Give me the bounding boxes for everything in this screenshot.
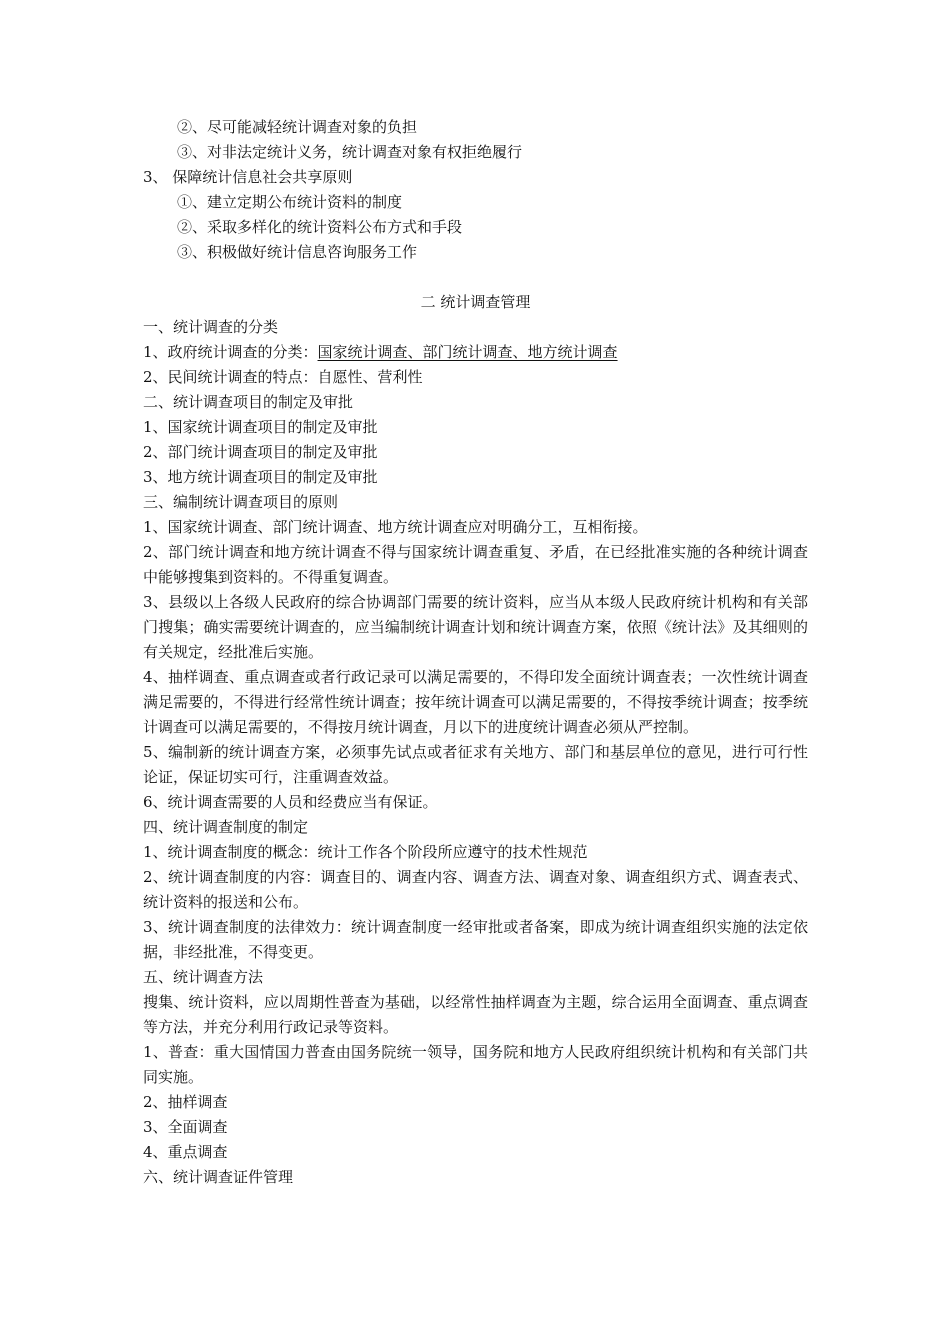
section-title: 二 统计调查管理 — [420, 293, 531, 311]
document-body — [143, 115, 808, 1190]
heading-credential-management: 六、统计调查证件管理 — [143, 1168, 294, 1186]
item-diverse-publication: ②、采取多样化的统计资料公布方式和手段 — [177, 218, 463, 236]
item-reduce-burden: ②、尽可能减轻统计调查对象的负担 — [177, 118, 418, 136]
principle-division-of-labor: 1、国家统计调查、部门统计调查、地方统计调查应对明确分工，互相衔接。 — [143, 518, 648, 536]
principle-staff-funding: 6、统计调查需要的人员和经费应当有保证。 — [143, 793, 438, 811]
principle-survey-frequency: 4、抽样调查、重点调查或者行政记录可以满足需要的，不得印发全面统计调查表；一次性统计调查满足需要的，不得进行经常性统计调查；按年统计调查可以满足需要的，不得按季统计调查；按季统计调查可以满足需要的，不得按月统计调查，月以下的进度统计调查必须从严控制。 — [143, 668, 808, 736]
item-comprehensive-survey: 3、全面调查 — [143, 1118, 228, 1136]
underlined-survey-types: 国家统计调查、部门统计调查、地方统计调查 — [317, 343, 618, 361]
heading-project-approval: 二、统计调查项目的制定及审批 — [143, 393, 354, 411]
item-regular-publication: ①、建立定期公布统计资料的制度 — [177, 193, 403, 211]
heading-compilation-principles: 三、编制统计调查项目的原则 — [143, 493, 339, 511]
item-key-survey: 4、重点调查 — [143, 1143, 228, 1161]
principle-pilot-testing: 5、编制新的统计调查方案，必须事先试点或者征求有关地方、部门和基层单位的意见，进行可行性论证，保证切实可行，注重调查效益。 — [143, 743, 808, 786]
heading-survey-methods: 五、统计调查方法 — [143, 968, 264, 986]
item-prefix: 1、政府统计调查的分类： — [143, 343, 318, 361]
item-national-project: 1、国家统计调查项目的制定及审批 — [143, 418, 378, 436]
item-system-legal-effect: 3、统计调查制度的法律效力：统计调查制度一经审批或者备案，即成为统计调查组织实施的法定依据，非经批准，不得变更。 — [143, 918, 808, 961]
item-local-project: 3、地方统计调查项目的制定及审批 — [143, 468, 378, 486]
item-system-content: 2、统计调查制度的内容：调查目的、调查内容、调查方法、调查对象、调查组织方式、调查表式、统计资料的报送和公布。 — [143, 868, 808, 911]
heading-classification: 一、统计调查的分类 — [143, 318, 279, 336]
item-government-survey-classification — [143, 340, 808, 365]
item-consulting-service: ③、积极做好统计信息咨询服务工作 — [177, 243, 418, 261]
item-right-to-refuse: ③、对非法定统计义务，统计调查对象有权拒绝履行 — [177, 143, 523, 161]
survey-methods-intro: 搜集、统计资料，应以周期性普查为基础，以经常性抽样调查为主题，综合运用全面调查、重点调查等方法，并充分利用行政记录等资料。 — [143, 993, 808, 1036]
item-department-project: 2、部门统计调查项目的制定及审批 — [143, 443, 378, 461]
heading-system-formulation: 四、统计调查制度的制定 — [143, 818, 309, 836]
item-sampling-survey: 2、抽样调查 — [143, 1093, 228, 1111]
item-system-concept: 1、统计调查制度的概念：统计工作各个阶段所应遵守的技术性规范 — [143, 843, 588, 861]
item-private-survey-features: 2、民间统计调查的特点：自愿性、营利性 — [143, 368, 423, 386]
principle-county-level: 3、县级以上各级人民政府的综合协调部门需要的统计资料，应当从本级人民政府统计机构和有关部门搜集；确实需要统计调查的，应当编制统计调查计划和统计调查方案，依照《统计法》及其细则的有关规定，经批准后实施。 — [143, 593, 808, 661]
item-census: 1、普查：重大国情国力普查由国务院统一领导，国务院和地方人民政府组织统计机构和有关部门共同实施。 — [143, 1043, 808, 1086]
principle-no-duplication: 2、部门统计调查和地方统计调查不得与国家统计调查重复、矛盾，在已经批准实施的各种统计调查中能够搜集到资料的。不得重复调查。 — [143, 543, 808, 586]
principle-3-heading: 3、 保障统计信息社会共享原则 — [143, 168, 353, 186]
